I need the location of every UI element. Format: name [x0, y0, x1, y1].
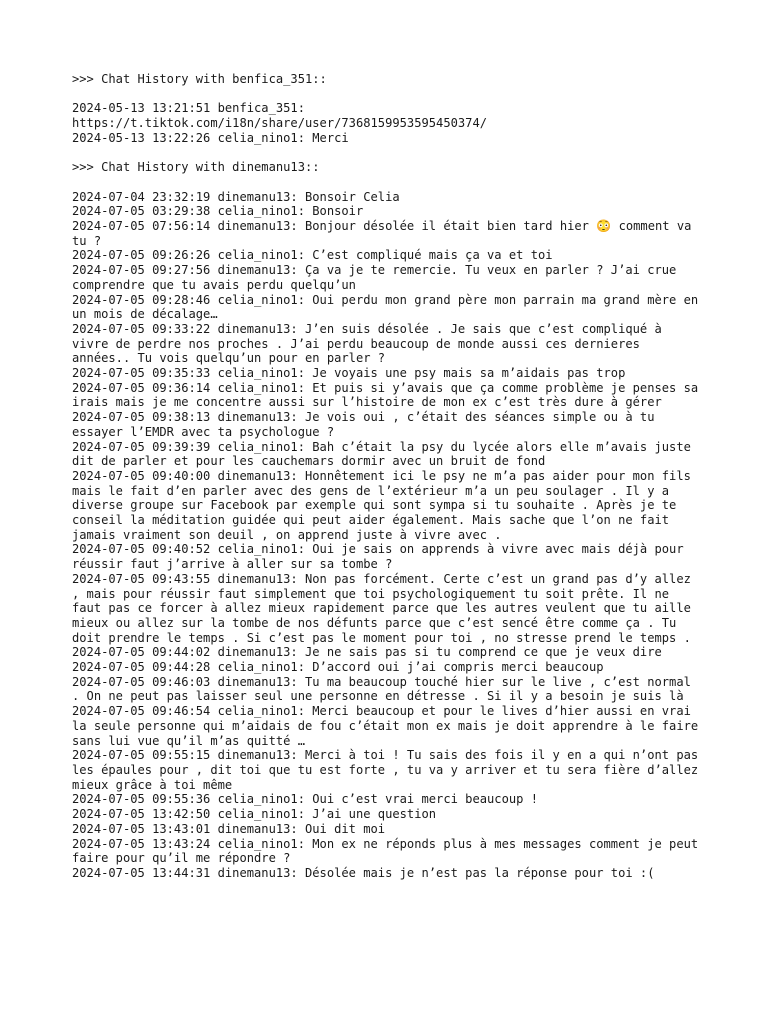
chat-message: 2024-07-05 09:35:33 celia_nino1: Je voyais une psy mais sa m’aidais pas trop — [72, 366, 626, 381]
chat-message: 2024-07-05 09:40:00 dinemanu13: Honnêtement ici le psy ne m’a pas aider pour mon fils mais le fait d’en parler avec des gens de l’extérieur m’a un peu soulager . Il y a diverse groupe sur Facebook par exemple qui sont sympa si tu souhaite . Après je te conseil la méditation guidée qui peut aider également. Mais sache que l’on ne fait jamais vraiment son deuil , on apprend juste à vivre avec . — [72, 468, 699, 542]
chat-message: 2024-07-05 09:43:55 dinemanu13: Non pas forcément. Certe c’est un grand pas d’y allez , mais pour réussir faut simplement que toi psychologiquement tu soit prête. Il ne faut pas ce forcer à allez mieux rapidement parce que les autres veulent que tu aille mieux ou allez sur la tombe de nos défunts parce que c’est sencé être comme ça . Tu doit prendre le temps . Si c’est pas le moment pour toi , no stresse prend le temps . — [72, 571, 699, 645]
chat-message: 2024-07-05 03:29:38 celia_nino1: Bonsoir — [72, 204, 364, 219]
message-list — [72, 189, 706, 881]
chat-message: 2024-05-13 13:21:51 benfica_351: https://t.tiktok.com/i18n/share/user/7368159953595450374/ — [72, 101, 488, 131]
chat-message: 2024-07-05 09:46:54 celia_nino1: Merci beaucoup et pour le lives d’hier aussi en vrai la seule personne qui m’aidais de fou c’était mon ex mais je doit apprendre à le faire sans lui vue qu’il m’as quitté … — [72, 704, 706, 748]
section-header: >>> Chat History with dinemanu13:: — [72, 160, 320, 175]
chat-message: 2024-07-05 09:44:28 celia_nino1: D’accord oui j’ai compris merci beaucoup — [72, 660, 604, 675]
chat-message: 2024-07-05 09:46:03 dinemanu13: Tu ma beaucoup touché hier sur le live , c’est normal . On ne peut pas laisser seul une personne en détresse . Si il y a besoin je suis là — [72, 674, 699, 704]
chat-message: 2024-07-05 09:55:36 celia_nino1: Oui c’est vrai merci beaucoup ! — [72, 792, 538, 807]
chat-message: 2024-07-05 13:42:50 celia_nino1: J’ai une question — [72, 807, 437, 822]
section-header: >>> Chat History with benfica_351:: — [72, 72, 327, 86]
chat-message: 2024-07-05 09:55:15 dinemanu13: Merci à toi ! Tu sais des fois il y en a qui n’ont pas les épaules pour , dit toi que tu est forte , tu va y arriver et tu sera fière d’allez mieux grâce à toi même — [72, 748, 706, 792]
chat-message: 2024-07-05 09:40:52 celia_nino1: Oui je sais on apprends à vivre avec mais déjà pour réussir faut j’arrive à aller sur sa tombe ? — [72, 542, 691, 572]
chat-message: 2024-07-05 09:27:56 dinemanu13: Ça va je te remercie. Tu veux en parler ? J’ai crue comprendre que tu avais perdu quelqu’un — [72, 263, 684, 292]
chat-message: 2024-07-05 09:26:26 celia_nino1: C’est compliqué mais ça va et toi — [72, 248, 553, 263]
chat-message: 2024-07-05 09:36:14 celia_nino1: Et puis si y’avais que ça comme problème je penses sa irais mais je me concentre aussi sur l’histoire de mon ex c’est très dure à gérer — [72, 380, 706, 410]
chat-history-document — [72, 72, 706, 881]
chat-message: 2024-07-05 09:38:13 dinemanu13: Je vois oui , c’était des séances simple ou à tu essayer l’EMDR avec ta psychologue ? — [72, 410, 662, 439]
chat-message: 2024-05-13 13:22:26 celia_nino1: Merci — [72, 130, 349, 145]
chat-message: 2024-07-05 13:43:01 dinemanu13: Oui dit moi — [72, 821, 386, 836]
message-list — [72, 101, 702, 145]
chat-message: 2024-07-05 07:56:14 dinemanu13: Bonjour désolée il était bien tard hier 😳 comment va tu ? — [72, 218, 699, 248]
chat-message: 2024-07-05 13:43:24 celia_nino1: Mon ex ne réponds plus à mes messages comment je peut faire pour qu’il me répondre ? — [72, 836, 706, 866]
chat-message: 2024-07-05 13:44:31 dinemanu13: Désolée mais je n’est pas la réponse pour toi :( — [72, 865, 655, 880]
chat-message: 2024-07-05 09:39:39 celia_nino1: Bah c’était la psy du lycée alors elle m’avais juste dit de parler et pour les cauchemars dormir avec un bruit de fond — [72, 439, 699, 469]
chat-section-benfica — [72, 72, 702, 146]
chat-section-dinemanu — [72, 160, 706, 880]
chat-message: 2024-07-05 09:28:46 celia_nino1: Oui perdu mon grand père mon parrain ma grand mère en un mois de décalage… — [72, 292, 706, 322]
chat-message: 2024-07-05 09:44:02 dinemanu13: Je ne sais pas si tu comprend ce que je veux dire — [72, 645, 662, 660]
chat-message: 2024-07-04 23:32:19 dinemanu13: Bonsoir Celia — [72, 189, 400, 204]
chat-message: 2024-07-05 09:33:22 dinemanu13: J’en suis désolée . Je sais que c’est compliqué à vivre de perdre nos proches . J’ai perdu beaucoup de monde aussi ces dernieres années.. Tu vois quelqu’un pour en parler ? — [72, 321, 670, 366]
